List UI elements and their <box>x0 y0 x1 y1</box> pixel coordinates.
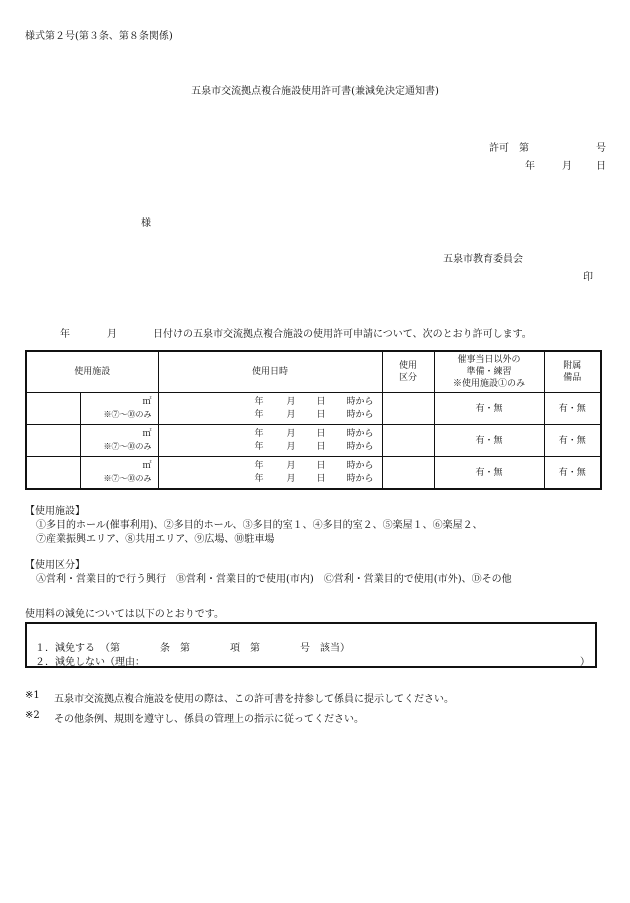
note-2-text: その他条例、規則を遵守し、係員の管理上の指示に従ってください。 <box>54 714 364 725</box>
header-equip-line2: 備品 <box>563 373 582 383</box>
facilities-line-1: ①多目的ホール(催事利用)、②多目的ホール、③多目的室１、④多目的室２、⑤楽屋１、⑥楽屋２、 <box>36 520 483 531</box>
seal-mark: 印 <box>583 272 593 283</box>
table-header-row <box>26 351 601 393</box>
header-prep-line1: 催事当日以外の <box>457 355 521 365</box>
table-row <box>26 393 601 425</box>
datetime-cell[interactable] <box>158 393 382 425</box>
facilities-line-2: ⑦産業振興エリア、⑧共用エリア、⑨広場、⑩駐車場 <box>36 534 275 545</box>
datetime-line-2: 年 月 日 時から <box>254 441 374 452</box>
area-unit: ㎡ <box>142 397 152 407</box>
intro-month: 月 <box>107 329 117 340</box>
area-note: ※⑦～⑩のみ <box>103 410 152 419</box>
category-cell[interactable] <box>382 425 434 457</box>
category-cell[interactable] <box>382 457 434 490</box>
header-datetime: 使用日時 <box>158 351 382 393</box>
datetime-cell[interactable] <box>158 425 382 457</box>
table-row <box>26 425 601 457</box>
header-category-line1: 使用 <box>399 361 418 371</box>
facility-name-cell[interactable] <box>26 425 80 457</box>
equipment-cell[interactable]: 有・無 <box>544 425 601 457</box>
permit-label: 許可 第 <box>489 143 529 154</box>
header-prep <box>434 351 544 393</box>
datetime-line-2: 年 月 日 時から <box>254 409 374 420</box>
equipment-cell[interactable]: 有・無 <box>544 457 601 490</box>
header-equipment <box>544 351 601 393</box>
reduction-option-2[interactable]: ２．減免しない（理由： <box>35 657 145 668</box>
recipient-suffix: 様 <box>141 218 151 229</box>
facility-area-cell[interactable] <box>80 425 158 457</box>
form-number: 様式第２号(第３条、第８条関係) <box>25 31 173 42</box>
facilities-heading: 【使用施設】 <box>25 506 85 517</box>
datetime-line-1: 年 月 日 時から <box>254 396 374 407</box>
area-note: ※⑦～⑩のみ <box>103 474 152 483</box>
datetime-line-1: 年 月 日 時から <box>254 460 374 471</box>
permit-date-year: 年 <box>525 161 535 172</box>
prep-cell[interactable]: 有・無 <box>434 425 544 457</box>
reduction-intro: 使用料の減免については以下のとおりです。 <box>25 609 224 620</box>
intro-year: 年 <box>60 329 70 340</box>
datetime-line-1: 年 月 日 時から <box>254 428 374 439</box>
issuer-name: 五泉市教育委員会 <box>443 254 523 265</box>
facility-name-cell[interactable] <box>26 393 80 425</box>
header-category <box>382 351 434 393</box>
categories-line-1: Ⓐ営利・営業目的で行う興行 Ⓑ営利・営業目的で使用(市内) Ⓒ営利・営業目的で使用(市外)、Ⓓその他 <box>36 574 512 585</box>
facility-name-cell[interactable] <box>26 457 80 490</box>
usage-table <box>25 350 602 490</box>
note-1-mark: ※1 <box>25 690 40 701</box>
facility-area-cell[interactable] <box>80 393 158 425</box>
prep-cell[interactable]: 有・無 <box>434 457 544 490</box>
equipment-cell[interactable]: 有・無 <box>544 393 601 425</box>
permit-date-day: 日 <box>596 161 606 172</box>
category-cell[interactable] <box>382 393 434 425</box>
prep-cell[interactable]: 有・無 <box>434 393 544 425</box>
area-unit: ㎡ <box>142 429 152 439</box>
datetime-line-2: 年 月 日 時から <box>254 473 374 484</box>
note-1-text: 五泉市交流拠点複合施設を使用の際は、この許可書を持参して係員に提示してください。 <box>54 694 454 705</box>
permit-number-suffix: 号 <box>596 143 606 154</box>
intro-text: 日付けの五泉市交流拠点複合施設の使用許可申請について、次のとおり許可します。 <box>153 329 532 340</box>
header-facility: 使用施設 <box>26 351 158 393</box>
facility-area-cell[interactable] <box>80 457 158 490</box>
categories-heading: 【使用区分】 <box>25 560 85 571</box>
permit-date-month: 月 <box>562 161 572 172</box>
header-equip-line1: 附属 <box>563 361 582 371</box>
table-row <box>26 457 601 490</box>
datetime-cell[interactable] <box>158 457 382 490</box>
header-category-line2: 区分 <box>399 373 418 383</box>
note-2-mark: ※2 <box>25 710 40 721</box>
header-prep-line2: 準備・練習 <box>466 367 512 377</box>
reduction-option-2-close: ） <box>580 657 590 668</box>
area-unit: ㎡ <box>142 461 152 471</box>
reduction-box <box>25 622 597 668</box>
page-title: 五泉市交流拠点複合施設使用許可書(兼減免決定通知書) <box>191 86 439 97</box>
area-note: ※⑦～⑩のみ <box>103 442 152 451</box>
reduction-option-1[interactable]: １．減免する （第 条 第 項 第 号 該当） <box>35 643 350 654</box>
header-prep-line3: ※使用施設①のみ <box>453 379 526 389</box>
